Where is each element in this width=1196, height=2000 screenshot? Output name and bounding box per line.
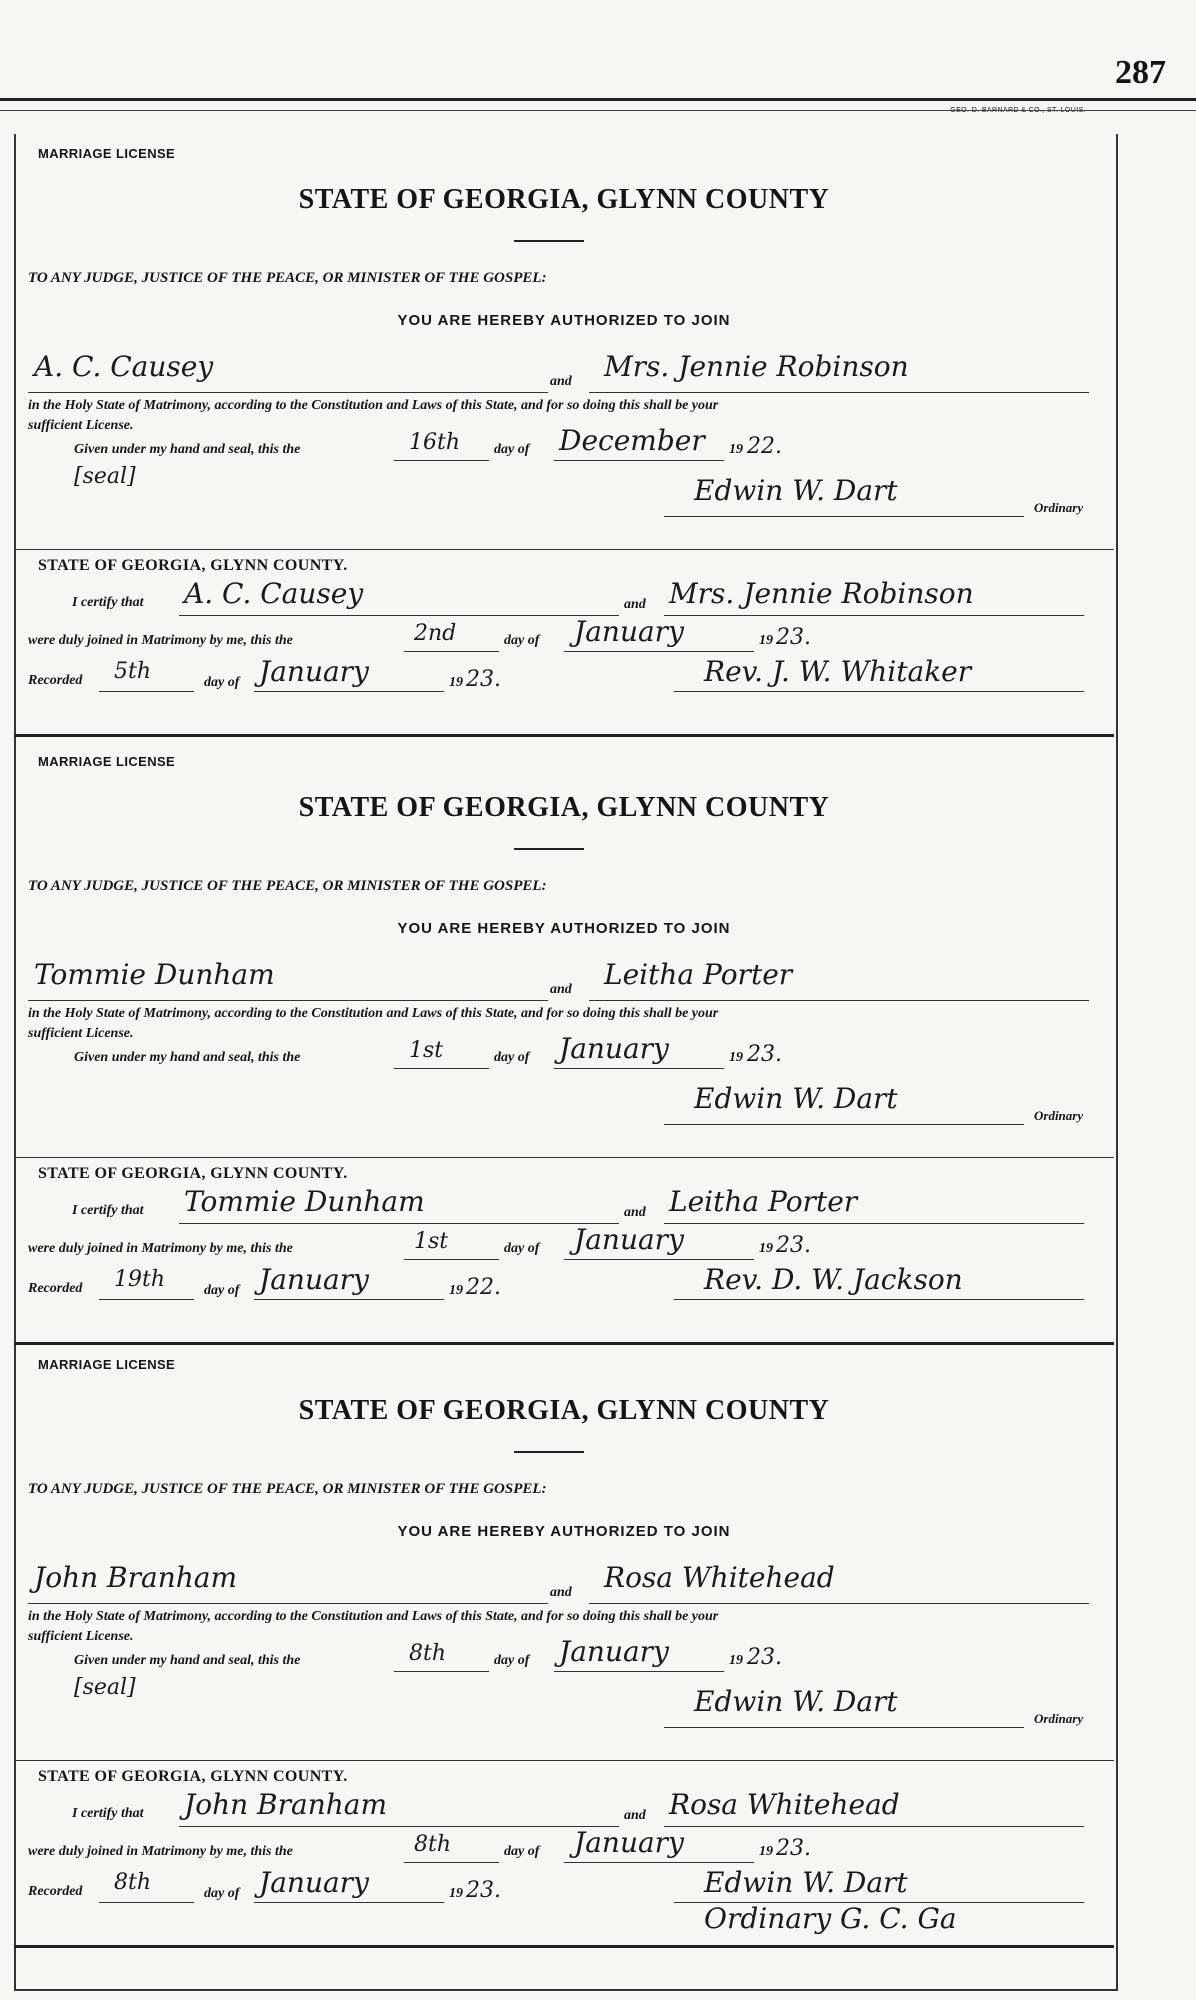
cert-bride-line xyxy=(664,615,1084,616)
cert-year-prefix: 19 xyxy=(759,1241,773,1256)
given-under-text: Given under my hand and seal, this the xyxy=(74,442,301,457)
day-of-label: day of xyxy=(494,1653,530,1668)
recorded-day: 5th xyxy=(114,659,152,684)
bride-line xyxy=(589,1000,1089,1001)
title-underline xyxy=(514,240,584,242)
marriage-certificate xyxy=(14,1157,1114,1345)
recorded-day-of-label: day of xyxy=(204,675,240,690)
ordinary-signature: Edwin W. Dart xyxy=(694,1082,898,1115)
authorized-text: YOU ARE HEREBY AUTHORIZED TO JOIN xyxy=(397,1523,731,1540)
title-underline xyxy=(514,1451,584,1453)
cert-bride-line xyxy=(664,1223,1084,1224)
and-label: and xyxy=(550,374,572,389)
license-year: 22. xyxy=(747,434,782,459)
duly-joined-text: were duly joined in Matrimony by me, this the xyxy=(28,1844,293,1859)
header-rule-thin xyxy=(0,110,1196,111)
joined-day: 2nd xyxy=(414,621,457,646)
cert-day-of-label: day of xyxy=(504,1844,540,1859)
certify-text: I certify that xyxy=(72,1203,144,1218)
ordinary-signature: Edwin W. Dart xyxy=(694,474,898,507)
certify-text: I certify that xyxy=(72,1806,144,1821)
license-day: 1st xyxy=(409,1038,444,1063)
joined-month-line xyxy=(564,1862,754,1863)
authorized-text: YOU ARE HEREBY AUTHORIZED TO JOIN xyxy=(397,312,731,329)
cert-bride-line xyxy=(664,1826,1084,1827)
officiant-signature-second-line: Ordinary G. C. Ga xyxy=(704,1902,957,1935)
license-label: MARRIAGE LICENSE xyxy=(38,146,176,161)
license-address: TO ANY JUDGE, JUSTICE OF THE PEACE, OR MINISTER OF THE GOSPEL: xyxy=(28,1481,547,1497)
joined-day-line xyxy=(404,651,499,652)
license-address: TO ANY JUDGE, JUSTICE OF THE PEACE, OR MINISTER OF THE GOSPEL: xyxy=(28,878,547,894)
recorded-day-line xyxy=(99,1299,194,1300)
officiant-line xyxy=(674,691,1084,692)
cert-bride-name: Leitha Porter xyxy=(669,1185,858,1218)
cert-bride-name: Rosa Whitehead xyxy=(669,1788,900,1821)
marriage-license xyxy=(14,742,1114,1158)
marriage-license xyxy=(14,134,1114,550)
license-day-line xyxy=(394,460,489,461)
license-month-line xyxy=(554,1671,724,1672)
recorded-text: Recorded xyxy=(28,673,83,688)
ordinary-signature: Edwin W. Dart xyxy=(694,1685,898,1718)
license-day: 16th xyxy=(409,430,461,455)
cert-year-prefix: 19 xyxy=(759,1844,773,1859)
cert-and-label: and xyxy=(624,1808,646,1823)
recorded-year: 23. xyxy=(466,1878,501,1903)
seal-mark: [seal] xyxy=(74,464,136,489)
recorded-month-line xyxy=(254,1299,444,1300)
holy-state-text: in the Holy State of Matrimony, according to the Constitution and Laws of this State, and for so doing this shall be your xyxy=(28,398,719,413)
holy-state-text: in the Holy State of Matrimony, according to the Constitution and Laws of this State, and for so doing this shall be your xyxy=(28,1006,719,1021)
duly-joined-text: were duly joined in Matrimony by me, this the xyxy=(28,633,293,648)
recorded-day: 8th xyxy=(114,1870,152,1895)
cert-groom-line xyxy=(179,1223,619,1224)
license-month-line xyxy=(554,460,724,461)
license-month: December xyxy=(559,424,705,457)
groom-line xyxy=(28,1603,548,1604)
joined-day-line xyxy=(404,1862,499,1863)
joined-month-line xyxy=(564,1259,754,1260)
printer-imprint: GEO. D. BARNARD & CO., ST. LOUIS. xyxy=(950,107,1086,114)
recorded-month: January xyxy=(259,655,369,688)
recorded-text: Recorded xyxy=(28,1281,83,1296)
cert-and-label: and xyxy=(624,597,646,612)
officiant-line xyxy=(674,1299,1084,1300)
sufficient-text: sufficient License. xyxy=(28,418,134,433)
bride-name: Rosa Whitehead xyxy=(604,1561,835,1594)
groom-name: John Branham xyxy=(34,1561,238,1594)
bride-name: Leitha Porter xyxy=(604,958,793,991)
license-day: 8th xyxy=(409,1641,447,1666)
marriage-certificate xyxy=(14,549,1114,737)
cert-bride-name: Mrs. Jennie Robinson xyxy=(669,577,974,610)
license-year: 23. xyxy=(747,1645,782,1670)
marriage-license xyxy=(14,1345,1114,1761)
signature-line xyxy=(664,1727,1024,1728)
joined-year: 23. xyxy=(776,1233,811,1258)
groom-name: A. C. Causey xyxy=(34,350,214,383)
given-under-text: Given under my hand and seal, this the xyxy=(74,1050,301,1065)
license-title: STATE OF GEORGIA, GLYNN COUNTY xyxy=(298,792,830,823)
ordinary-label: Ordinary xyxy=(1034,1711,1084,1726)
license-month: January xyxy=(559,1032,669,1065)
ordinary-label: Ordinary xyxy=(1034,500,1084,515)
license-title: STATE OF GEORGIA, GLYNN COUNTY xyxy=(298,184,830,215)
license-month: January xyxy=(559,1635,669,1668)
seal-mark: [seal] xyxy=(74,1675,136,1700)
and-label: and xyxy=(550,982,572,997)
license-address: TO ANY JUDGE, JUSTICE OF THE PEACE, OR MINISTER OF THE GOSPEL: xyxy=(28,270,547,286)
joined-year: 23. xyxy=(776,1836,811,1861)
title-underline xyxy=(514,848,584,850)
certificate-heading: STATE OF GEORGIA, GLYNN COUNTY. xyxy=(38,557,348,574)
recorded-year-prefix: 19 xyxy=(449,675,463,690)
year-prefix: 19 xyxy=(729,1653,743,1668)
cert-year-prefix: 19 xyxy=(759,633,773,648)
license-title: STATE OF GEORGIA, GLYNN COUNTY xyxy=(298,1395,830,1426)
certify-text: I certify that xyxy=(72,595,144,610)
sufficient-text: sufficient License. xyxy=(28,1629,134,1644)
cert-groom-name: Tommie Dunham xyxy=(184,1185,425,1218)
authorized-text: YOU ARE HEREBY AUTHORIZED TO JOIN xyxy=(397,920,731,937)
joined-month: January xyxy=(574,1826,684,1859)
officiant-line xyxy=(674,1902,1084,1903)
recorded-day-of-label: day of xyxy=(204,1283,240,1298)
recorded-year: 23. xyxy=(466,667,501,692)
recorded-month-line xyxy=(254,1902,444,1903)
license-year: 23. xyxy=(747,1042,782,1067)
groom-name: Tommie Dunham xyxy=(34,958,275,991)
recorded-day-line xyxy=(99,1902,194,1903)
joined-month: January xyxy=(574,615,684,648)
day-of-label: day of xyxy=(494,1050,530,1065)
license-day-line xyxy=(394,1671,489,1672)
joined-month-line xyxy=(564,651,754,652)
page-number: 287 xyxy=(1115,54,1166,91)
duly-joined-text: were duly joined in Matrimony by me, this the xyxy=(28,1241,293,1256)
recorded-day-line xyxy=(99,691,194,692)
holy-state-text: in the Holy State of Matrimony, according to the Constitution and Laws of this State, and for so doing this shall be your xyxy=(28,1609,719,1624)
year-prefix: 19 xyxy=(729,442,743,457)
groom-line xyxy=(28,1000,548,1001)
signature-line xyxy=(664,1124,1024,1125)
bride-line xyxy=(589,392,1089,393)
recorded-month: January xyxy=(259,1263,369,1296)
recorded-month: January xyxy=(259,1866,369,1899)
day-of-label: day of xyxy=(494,442,530,457)
given-under-text: Given under my hand and seal, this the xyxy=(74,1653,301,1668)
recorded-text: Recorded xyxy=(28,1884,83,1899)
cert-groom-line xyxy=(179,1826,619,1827)
joined-year: 23. xyxy=(776,625,811,650)
officiant-signature: Rev. D. W. Jackson xyxy=(704,1263,963,1296)
recorded-year-prefix: 19 xyxy=(449,1886,463,1901)
certificate-heading: STATE OF GEORGIA, GLYNN COUNTY. xyxy=(38,1165,348,1182)
sufficient-text: sufficient License. xyxy=(28,1026,134,1041)
license-day-line xyxy=(394,1068,489,1069)
signature-line xyxy=(664,516,1024,517)
cert-day-of-label: day of xyxy=(504,1241,540,1256)
officiant-signature: Edwin W. Dart xyxy=(704,1866,908,1899)
recorded-day: 19th xyxy=(114,1267,166,1292)
joined-month: January xyxy=(574,1223,684,1256)
marriage-certificate xyxy=(14,1760,1114,1948)
and-label: and xyxy=(550,1585,572,1600)
bride-name: Mrs. Jennie Robinson xyxy=(604,350,909,383)
year-prefix: 19 xyxy=(729,1050,743,1065)
cert-day-of-label: day of xyxy=(504,633,540,648)
joined-day: 1st xyxy=(414,1229,449,1254)
joined-day-line xyxy=(404,1259,499,1260)
recorded-year-prefix: 19 xyxy=(449,1283,463,1298)
header-rule xyxy=(0,98,1196,101)
recorded-day-of-label: day of xyxy=(204,1886,240,1901)
license-label: MARRIAGE LICENSE xyxy=(38,1357,176,1372)
officiant-signature: Rev. J. W. Whitaker xyxy=(704,655,972,688)
bride-line xyxy=(589,1603,1089,1604)
recorded-year: 22. xyxy=(466,1275,501,1300)
cert-groom-line xyxy=(179,615,619,616)
groom-line xyxy=(28,392,548,393)
cert-groom-name: A. C. Causey xyxy=(184,577,364,610)
recorded-month-line xyxy=(254,691,444,692)
license-label: MARRIAGE LICENSE xyxy=(38,754,176,769)
joined-day: 8th xyxy=(414,1832,452,1857)
cert-groom-name: John Branham xyxy=(184,1788,388,1821)
cert-and-label: and xyxy=(624,1205,646,1220)
ordinary-label: Ordinary xyxy=(1034,1108,1084,1123)
license-month-line xyxy=(554,1068,724,1069)
certificate-heading: STATE OF GEORGIA, GLYNN COUNTY. xyxy=(38,1768,348,1785)
